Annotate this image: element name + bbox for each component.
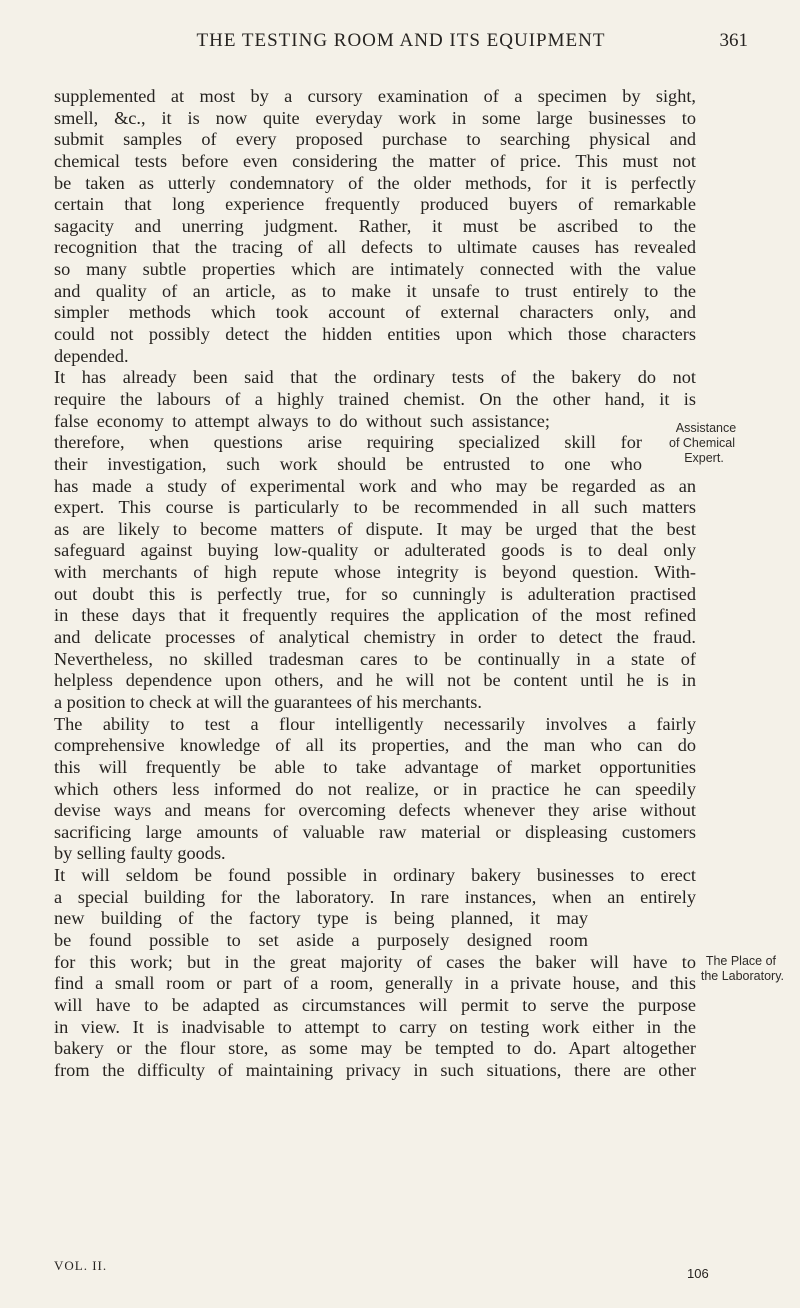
text-line: new building of the factory type is being planned, it may: [54, 908, 588, 929]
text-line: It has already been said that the ordinary tests of the bakery do not: [54, 367, 696, 388]
text-line: in view. It is inadvisable to attempt to carry on testing work either in the: [54, 1016, 696, 1037]
text-line: supplemented at most by a cursory examination of a specimen by sight,: [54, 86, 696, 106]
text-line: so many subtle properties which are intimately connected with the value: [54, 259, 696, 280]
text-line: a special building for the laboratory. In rare instances, when an entirely: [54, 886, 696, 907]
text-line: recognition that the tracing of all defects to ultimate causes has revealed: [54, 237, 696, 258]
text-line: which others less informed do not realize, or in practice he can speedily: [54, 778, 696, 799]
text-line: has made a study of experimental work and who may be regarded as an: [54, 475, 696, 496]
text-line: require the labours of a highly trained chemist. On the other hand, it is: [54, 388, 696, 409]
text-line: The ability to test a flour intelligently necessarily involves a fairly: [54, 713, 696, 734]
text-line: sacrificing large amounts of valuable raw material or displeasing customers: [54, 821, 696, 842]
margin-note-line: the Laboratory.: [700, 969, 784, 983]
text-line: out doubt this is perfectly true, for so cunningly is adulteration practised: [54, 583, 696, 604]
text-line: and delicate processes of analytical chemistry in order to detect the fraud.: [54, 627, 696, 648]
text-line: find a small room or part of a room, generally in a private house, and this: [54, 973, 696, 994]
text-line: certain that long experience frequently produced buyers of remarkable: [54, 194, 696, 215]
margin-note-line: Assistance: [675, 421, 737, 435]
text-line: bakery or the flour store, as some may be tempted to do. Apart altogether: [54, 1038, 696, 1059]
margin-note-assistance: [620, 421, 784, 466]
signature-mark: 106: [687, 1266, 709, 1281]
text-line: could not possibly detect the hidden entities upon which those characters: [54, 324, 696, 345]
text-line: expert. This course is particularly to be recommended in all such matters: [54, 497, 696, 518]
running-title: THE TESTING ROOM AND ITS EQUIPMENT: [196, 30, 606, 51]
volume-label: VOL. II.: [54, 1258, 108, 1273]
margin-note-laboratory: [592, 954, 792, 984]
text-line: in these days that it frequently requires the application of the most refined: [54, 605, 696, 626]
text-line: It will seldom be found possible in ordinary bakery businesses to erect: [54, 865, 696, 886]
page-header: [54, 30, 748, 56]
text-line: this will frequently be able to take advantage of market opportunities: [54, 756, 696, 777]
text-line: from the difficulty of maintaining privacy in such situations, there are other: [54, 1059, 696, 1080]
text-line: submit samples of every proposed purchase to searching physical and: [54, 129, 696, 150]
text-line: and quality of an article, as to make it unsafe to trust entirely to the: [54, 280, 696, 301]
text-line: by selling faulty goods.: [54, 843, 226, 864]
text-line: chemical tests before even considering the matter of price. This must not: [54, 150, 696, 171]
text-line: false economy to attempt always to do without such assistance;: [54, 410, 550, 431]
margin-note-line: The Place of: [705, 954, 776, 968]
text-line: as are likely to become matters of dispute. It may be urged that the best: [54, 518, 696, 539]
text-line: be found possible to set aside a purposely designed room: [54, 929, 588, 950]
text-line: smell, &c., it is now quite everyday work in some large businesses to: [54, 107, 696, 128]
text-line: with merchants of high repute whose integrity is beyond question. With-: [54, 562, 696, 583]
text-line: a position to check at will the guarantees of his merchants.: [54, 691, 482, 712]
text-line: comprehensive knowledge of all its properties, and the man who can do: [54, 735, 696, 756]
text-line: devise ways and means for overcoming defects whenever they arise without: [54, 800, 696, 821]
margin-note-line: Expert.: [684, 451, 724, 465]
text-line: therefore, when questions arise requiring specialized skill for: [54, 432, 642, 453]
margin-note-line: of Chemical: [669, 436, 735, 450]
text-line: depended.: [54, 345, 129, 366]
text-line: simpler methods which took account of external characters only, and: [54, 302, 696, 323]
body-text: [54, 86, 696, 1081]
page-number: 361: [719, 30, 748, 51]
text-line: will have to be adapted as circumstances will permit to serve the purpose: [54, 994, 696, 1015]
text-line: helpless dependence upon others, and he will not be content until he is in: [54, 670, 696, 691]
text-line: their investigation, such work should be entrusted to one who: [54, 453, 642, 474]
text-line: sagacity and unerring judgment. Rather, it must be ascribed to the: [54, 215, 696, 236]
text-line: for this work; but in the great majority of cases the baker will have to: [54, 951, 696, 972]
text-line: be taken as utterly condemnatory of the older methods, for it is perfectly: [54, 172, 696, 193]
text-line: Nevertheless, no skilled tradesman cares to be continually in a state of: [54, 648, 696, 669]
text-line: safeguard against buying low-quality or adulterated goods is to deal only: [54, 540, 696, 561]
